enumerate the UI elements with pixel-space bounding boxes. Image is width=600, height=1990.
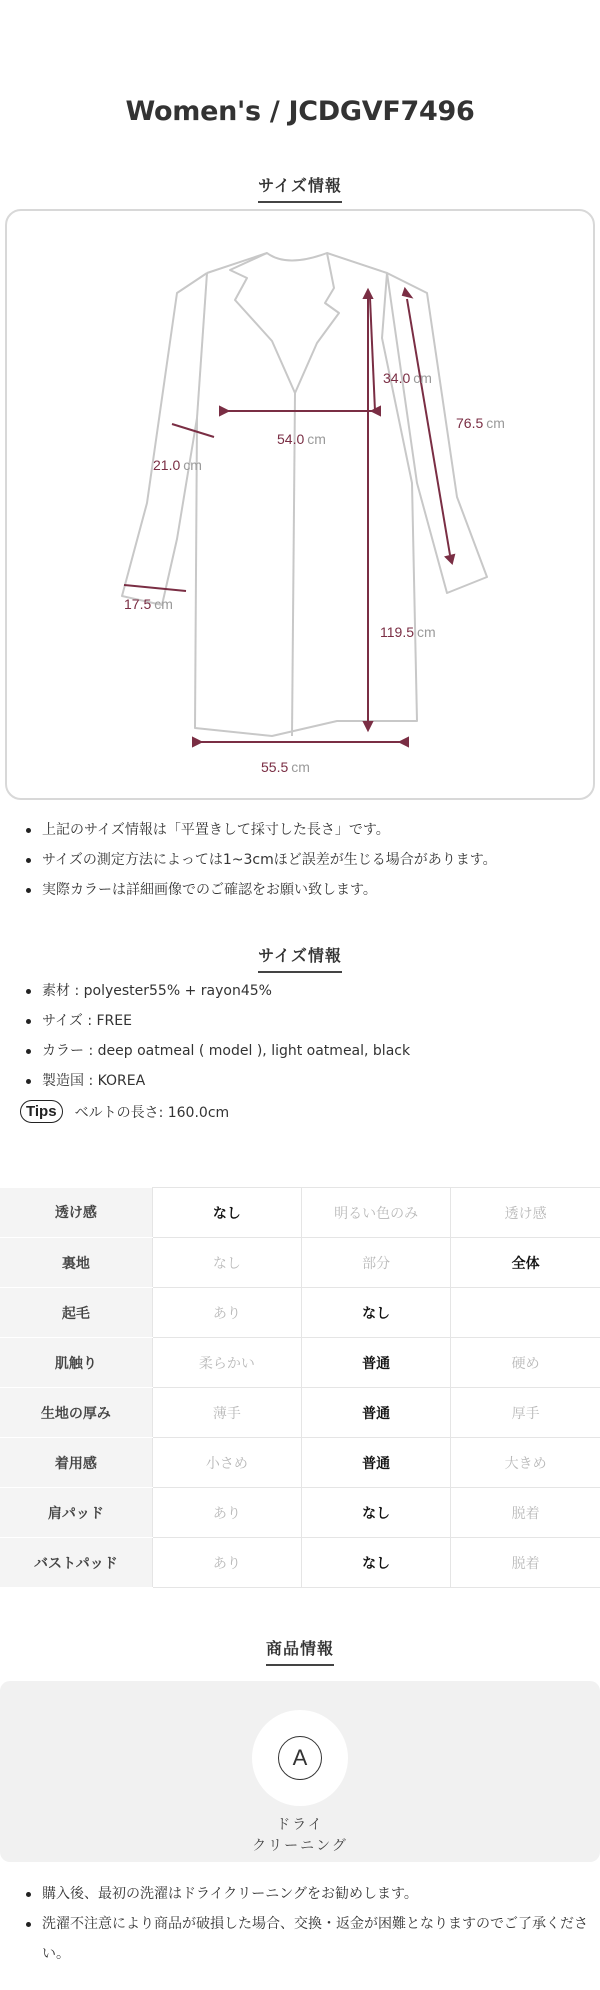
attribute-option: 脱着	[451, 1538, 600, 1588]
attribute-name: 肩パッド	[0, 1488, 152, 1538]
attribute-option: 厚手	[451, 1388, 600, 1438]
table-row	[0, 1288, 600, 1338]
size-diagram	[5, 209, 595, 800]
attribute-option: あり	[152, 1538, 301, 1588]
measurement-arm-width	[153, 457, 202, 473]
measurement-unit: cm	[413, 370, 432, 386]
measurement-cuff	[124, 596, 173, 612]
measurement-arm-width-value: 21.0	[153, 457, 181, 473]
size-info-heading	[0, 173, 600, 203]
attribute-option: なし	[152, 1238, 301, 1288]
size-info-heading-text: サイズ情報	[258, 173, 342, 203]
attribute-option: 大きめ	[451, 1438, 600, 1488]
attribute-option: 柔らかい	[152, 1338, 301, 1388]
list-item: 上記のサイズ情報は「平置きして採寸した長さ」です。	[20, 815, 590, 845]
attribute-name: バストパッド	[0, 1538, 152, 1588]
measurement-unit: cm	[486, 415, 505, 431]
list-item: 実際カラーは詳細画像でのご確認をお願い致します。	[20, 875, 590, 905]
attribute-option: 薄手	[152, 1388, 301, 1438]
attribute-option-selected: なし	[301, 1288, 450, 1338]
spec-heading-text: サイズ情報	[258, 943, 342, 973]
attribute-option: 明るい色のみ	[301, 1188, 450, 1238]
care-instruction-box	[0, 1681, 600, 1862]
attribute-option: あり	[152, 1288, 301, 1338]
list-item: 購入後、最初の洗濯はドライクリーニングをお勧めします。	[20, 1879, 590, 1909]
attribute-option-selected: 普通	[301, 1438, 450, 1488]
attribute-option-selected: 全体	[451, 1238, 600, 1288]
attribute-option-selected: なし	[301, 1488, 450, 1538]
list-item: 洗濯不注意により商品が破損した場合、交換・返金が困難となりますのでご了承ください。	[20, 1909, 590, 1969]
care-notes-list	[20, 1879, 590, 1969]
measurement-unit: cm	[307, 431, 326, 447]
measurement-shoulder	[383, 370, 432, 386]
attribute-name: 生地の厚み	[0, 1388, 152, 1438]
attribute-option-selected: 普通	[301, 1338, 450, 1388]
measurement-unit: cm	[291, 759, 310, 775]
measurement-unit: cm	[154, 596, 173, 612]
measurement-unit: cm	[183, 457, 202, 473]
size-notes-list	[20, 815, 590, 905]
attribute-option-selected: なし	[301, 1538, 450, 1588]
tips-row	[20, 1100, 229, 1123]
attribute-option: 小さめ	[152, 1438, 301, 1488]
coat-outline	[122, 253, 487, 736]
product-info-heading-text: 商品情報	[266, 1636, 334, 1666]
attribute-option-selected: 普通	[301, 1388, 450, 1438]
tips-text: ベルトの長さ: 160.0cm	[74, 1104, 230, 1121]
list-item: サイズの測定方法によっては1~3cmほど誤差が生じる場合があります。	[20, 845, 590, 875]
dimension-lines	[124, 289, 454, 746]
fabric-attribute-table	[0, 1187, 600, 1588]
attribute-name: 着用感	[0, 1438, 152, 1488]
table-row	[0, 1388, 600, 1438]
measurement-sleeve-value: 76.5	[456, 415, 484, 431]
measurement-chest	[277, 431, 326, 447]
spec-material: 素材 : polyester55% + rayon45%	[20, 976, 590, 1006]
care-label-line1: ドライ	[276, 1817, 324, 1833]
table-row	[0, 1538, 600, 1588]
measurement-cuff-value: 17.5	[124, 596, 152, 612]
attribute-option: 透け感	[451, 1188, 600, 1238]
attribute-option: 部分	[301, 1238, 450, 1288]
spec-heading	[0, 943, 600, 973]
tips-badge: Tips	[20, 1100, 63, 1123]
spec-color: カラー : deep oatmeal ( model ), light oatmeal, black	[20, 1036, 590, 1066]
table-row	[0, 1338, 600, 1388]
spec-origin: 製造国 : KOREA	[20, 1066, 590, 1096]
product-info-heading	[0, 1636, 600, 1666]
measurement-hem	[261, 759, 310, 775]
product-title: Women's / JCDGVF7496	[125, 96, 475, 127]
attribute-option: あり	[152, 1488, 301, 1538]
dry-clean-icon: A	[278, 1736, 322, 1780]
spec-list	[20, 976, 590, 1096]
table-row	[0, 1488, 600, 1538]
measurement-chest-value: 54.0	[277, 431, 305, 447]
care-label	[0, 1815, 600, 1857]
measurement-unit: cm	[417, 624, 436, 640]
table-row	[0, 1438, 600, 1488]
spec-size: サイズ : FREE	[20, 1006, 590, 1036]
table-row	[0, 1238, 600, 1288]
attribute-option	[451, 1288, 600, 1338]
care-label-line2: クリーニング	[252, 1838, 348, 1854]
measurement-length	[380, 624, 436, 640]
attribute-name: 裏地	[0, 1238, 152, 1288]
measurement-shoulder-value: 34.0	[383, 370, 411, 386]
measurement-hem-value: 55.5	[261, 759, 289, 775]
attribute-option-selected: なし	[152, 1188, 301, 1238]
table-row	[0, 1188, 600, 1238]
attribute-name: 透け感	[0, 1188, 152, 1238]
measurement-sleeve	[456, 415, 505, 431]
attribute-option: 脱着	[451, 1488, 600, 1538]
coat-diagram-svg	[7, 211, 597, 802]
attribute-option: 硬め	[451, 1338, 600, 1388]
measurement-length-value: 119.5	[380, 624, 414, 640]
care-icon-circle	[252, 1710, 348, 1806]
attribute-name: 起毛	[0, 1288, 152, 1338]
attribute-name: 肌触り	[0, 1338, 152, 1388]
